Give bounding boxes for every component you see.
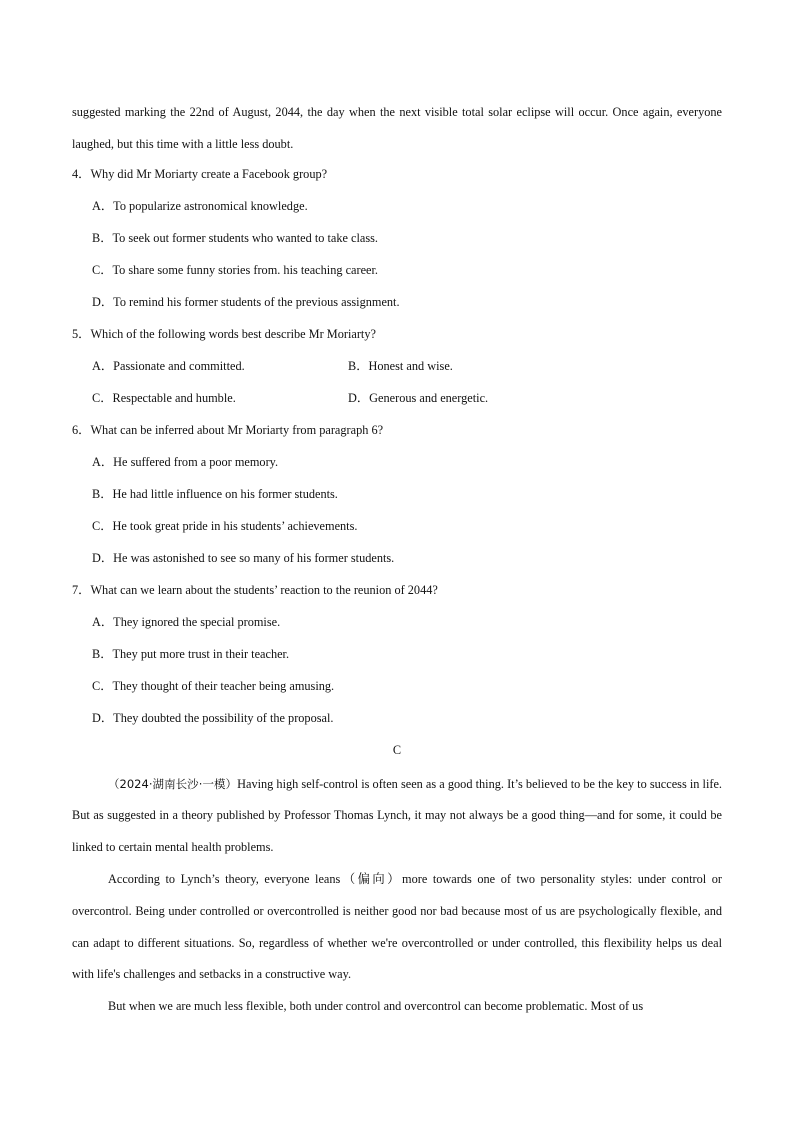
section-c-heading: C <box>392 742 402 757</box>
section-c-source: （2024·湖南长沙·一模） <box>108 776 238 791</box>
section-c-paragraph-1 <box>72 769 722 864</box>
question-4-option-d: D．To remind his former students of the previous assignment. <box>92 294 400 309</box>
question-5-options-row-1 <box>72 353 722 385</box>
question-6-option-b: B．He had little influence on his former students. <box>92 486 338 501</box>
question-7-option-a: A．They ignored the special promise. <box>92 614 281 629</box>
question-5-option-b: B．Honest and wise. <box>348 358 453 373</box>
question-6-option-c: C．He took great pride in his students’ achievements. <box>92 518 358 533</box>
question-4-option-a: A．To popularize astronomical knowledge. <box>92 198 308 213</box>
question-5-option-c: C．Respectable and humble. <box>92 390 236 405</box>
question-4-stem: 4．Why did Mr Moriarty create a Facebook group? <box>72 166 328 181</box>
section-c-paragraph-2: According to Lynch’s theory, everyone leans（偏向）more towards one of two personality styles: under control or overcontrol. Being under controlled or overcontrolled is neither good nor bad because most of us are psychologically flexible, and can adapt to different situations. So, regardless of whether we're overcontrolled or under controlled, this flexibility helps us deal with life's challenges and setbacks in a constructive way. <box>72 871 722 982</box>
section-c-paragraph-3: But when we are much less flexible, both under control and overcontrol can become problematic. Most of us <box>108 999 644 1014</box>
document-page <box>72 97 722 1023</box>
question-6-option-a: A．He suffered from a poor memory. <box>92 454 279 469</box>
question-7-option-b: B．They put more trust in their teacher. <box>92 646 290 661</box>
question-4-option-b: B．To seek out former students who wanted to take class. <box>92 230 379 245</box>
question-6-option-d: D．He was astonished to see so many of his former students. <box>92 550 395 565</box>
question-7-stem: 7．What can we learn about the students’ reaction to the reunion of 2044? <box>72 582 438 597</box>
question-6-stem: 6．What can be inferred about Mr Moriarty from paragraph 6? <box>72 422 384 437</box>
intro-paragraph: suggested marking the 22nd of August, 2044, the day when the next visible total solar eclipse will occur. Once again, everyone laughed, but this time with a little less doubt. <box>72 105 722 151</box>
question-5-option-a: A．Passionate and committed. <box>92 358 245 373</box>
question-4-option-c: C．To share some funny stories from. his teaching career. <box>92 262 378 277</box>
section-c-paragraph-1-text: Having high self-control is often seen as a good thing. It’s believed to be the key to success in life. But as suggested in a theory published by Professor Thomas Lynch, it may not always be a good thing—and for some, it could be linked to certain mental health problems. <box>72 776 723 855</box>
question-7-option-c: C．They thought of their teacher being amusing. <box>92 678 335 693</box>
question-5-option-d: D．Generous and energetic. <box>348 390 489 405</box>
question-7-option-d: D．They doubted the possibility of the proposal. <box>92 710 334 725</box>
question-5-stem: 5．Which of the following words best describe Mr Moriarty? <box>72 326 376 341</box>
question-5-options-row-2 <box>72 385 722 417</box>
